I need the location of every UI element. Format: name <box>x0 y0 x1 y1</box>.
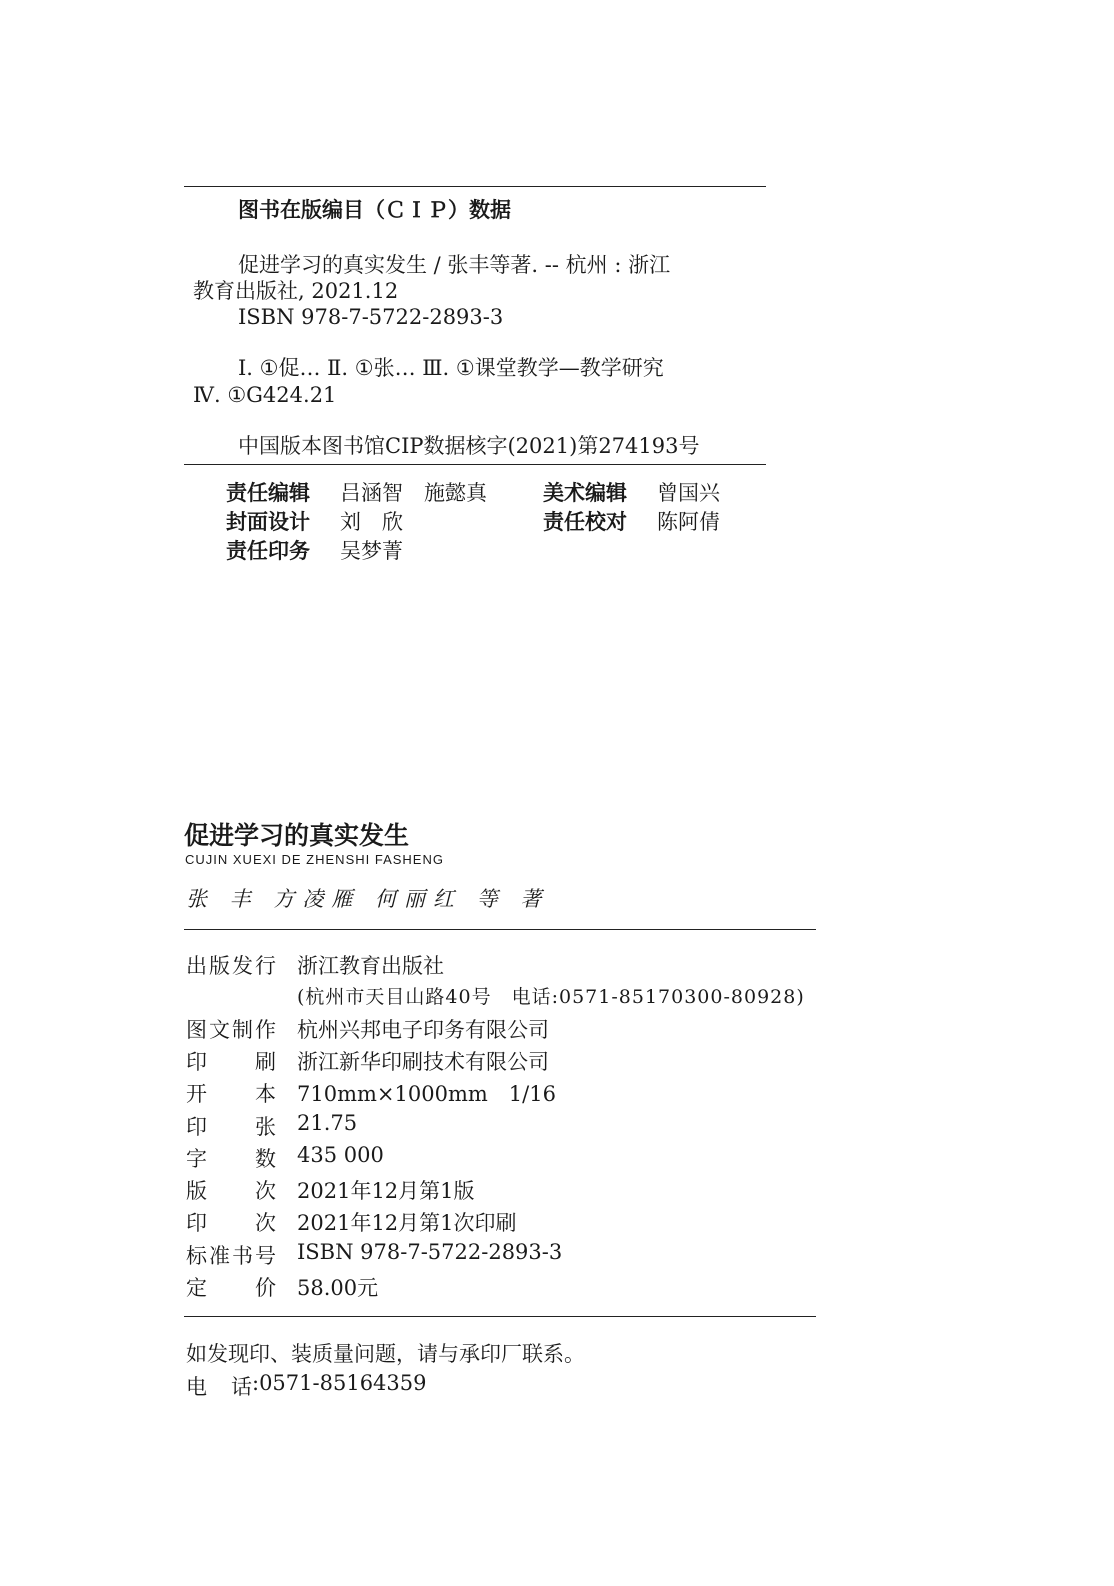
staff-value: 吕涵智 施懿真 <box>340 481 487 505</box>
info-value: 435 000 <box>297 1143 384 1167</box>
cip-subject-line: Ⅰ. ①促… Ⅱ. ①张… Ⅲ. ①课堂教学—教学研究 <box>238 356 664 380</box>
staff-value: 陈阿倩 <box>657 510 720 534</box>
cip-isbn-line: ISBN 978-7-5722-2893-3 <box>238 305 504 329</box>
info-top-rule <box>184 929 816 930</box>
cip-record-number: 中国版本图书馆CIP数据核字(2021)第274193号 <box>238 434 700 458</box>
cip-publisher-line: 教育出版社, 2021.12 <box>193 279 399 303</box>
info-value: 杭州兴邦电子印务有限公司 <box>297 1018 549 1042</box>
cip-bottom-rule <box>184 464 766 465</box>
info-label: 图 文 制 作 <box>186 1018 276 1042</box>
phone-number: :0571-85164359 <box>252 1371 427 1395</box>
cip-title-line: 促进学习的真实发生 / 张丰等著. -- 杭州 : 浙江 <box>238 253 671 277</box>
staff-value: 刘 欣 <box>340 510 403 534</box>
info-value: ISBN 978-7-5722-2893-3 <box>297 1240 563 1264</box>
staff-label: 责任印务 <box>226 539 310 563</box>
info-label: 印 张 <box>186 1115 276 1139</box>
book-authors: 张 丰 方凌雁 何丽红 等 著 <box>186 887 550 911</box>
staff-label: 责任编辑 <box>226 481 310 505</box>
info-label: 开 本 <box>186 1082 276 1106</box>
info-value: 浙江新华印刷技术有限公司 <box>297 1050 549 1074</box>
info-value: 2021年12月第1次印刷 <box>297 1211 517 1235</box>
info-value: 浙江教育出版社 <box>297 954 444 978</box>
cip-top-rule <box>184 186 766 187</box>
info-value: 2021年12月第1版 <box>297 1179 475 1203</box>
staff-value: 曾国兴 <box>657 481 720 505</box>
info-label: 定 价 <box>186 1276 276 1300</box>
staff-label: 美术编辑 <box>543 481 627 505</box>
info-label: 印 刷 <box>186 1050 276 1074</box>
info-value: 710mm×1000mm 1/16 <box>297 1082 556 1106</box>
info-label: 版 次 <box>186 1179 276 1203</box>
info-value: 21.75 <box>297 1111 358 1135</box>
info-label: 字 数 <box>186 1147 276 1171</box>
info-value: 58.00元 <box>297 1276 379 1300</box>
book-title-pinyin: CUJIN XUEXI DE ZHENSHI FASHENG <box>185 852 444 867</box>
staff-value: 吴梦菁 <box>340 539 403 563</box>
phone-label: 电 话 <box>186 1375 252 1399</box>
publisher-address: (杭州市天目山路40号 电话:0571-85170300-80928) <box>297 986 805 1008</box>
cip-classification-line: Ⅳ. ①G424.21 <box>193 383 337 407</box>
info-bottom-rule <box>184 1316 816 1317</box>
staff-label: 封面设计 <box>226 510 310 534</box>
cip-heading: 图书在版编目（ＣＩＰ）数据 <box>238 198 511 222</box>
staff-label: 责任校对 <box>543 510 627 534</box>
book-title: 促进学习的真实发生 <box>184 821 410 850</box>
info-label: 标 准 书 号 <box>186 1244 276 1268</box>
info-label: 出 版 发 行 <box>186 954 276 978</box>
info-label: 印 次 <box>186 1211 276 1235</box>
quality-notice: 如发现印、装质量问题，请与承印厂联系。 <box>186 1342 585 1366</box>
